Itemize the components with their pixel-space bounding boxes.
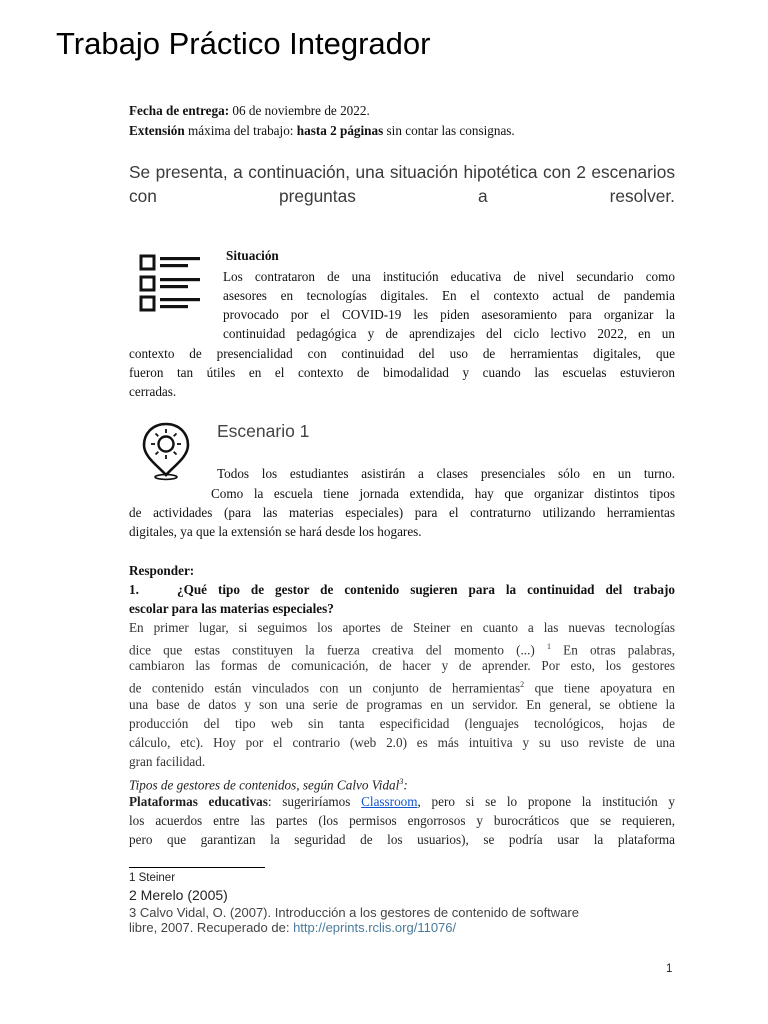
answer-line: una base de datos y son una serie de programas en un servidor. En general, se obtiene la [129, 697, 675, 712]
situacion-line: Los contrataron de una institución educativa de nivel secundario como [223, 269, 675, 284]
footnote-1: 1 Steiner [129, 872, 176, 884]
question-line: ¿Qué tipo de gestor de contenido sugieren para la continuidad del trabajo [177, 582, 675, 597]
plataformas-label: Plataformas educativas [129, 794, 268, 809]
tipos-tail: : [403, 777, 408, 793]
due-date-value: 06 de noviembre de 2022. [229, 103, 370, 118]
checklist-icon [132, 250, 206, 324]
classroom-link[interactable]: Classroom [361, 794, 418, 809]
plataformas-text: : sugeriríamos [267, 794, 362, 809]
question-line: escolar para las materias especiales? [129, 601, 334, 616]
situacion-heading: Situación [226, 248, 279, 263]
situacion-line: asesores en tecnologías digitales. En el contexto actual de pandemia [223, 288, 675, 303]
footnote-url-link[interactable]: http://eprints.rclis.org/11076/ [293, 920, 457, 935]
answer-text: que tiene apoyatura en [524, 680, 676, 696]
due-date-line [129, 103, 370, 119]
extension-limit: hasta 2 páginas [296, 123, 384, 138]
footnote-3-cont [129, 920, 456, 935]
situacion-line: fueron tan útiles en el contexto de bimodalidad y cuando las escuelas estuvieron [129, 365, 675, 380]
answer-text: En otras palabras, [550, 642, 676, 658]
footnote-ref[interactable]: 2 [520, 680, 525, 689]
plataformas-line: pero que garantizan la seguridad de los usuarios), se podría usar la plataforma [129, 832, 675, 847]
escenario-title: Escenario 1 [217, 421, 310, 441]
escenario-line: digitales, ya que la extensión se hará desde los hogares. [129, 524, 422, 539]
extension-tail: sin contar las consignas. [383, 123, 515, 138]
due-date-label: Fecha de entrega: [129, 103, 230, 118]
answer-line: cambiaron las formas de comunicación, de hacer y de aprender. Por esto, los gestores [129, 658, 675, 673]
answer-line: gran facilidad. [129, 754, 206, 769]
extension-line [129, 123, 515, 139]
footnote-ref[interactable]: 3 [399, 777, 404, 786]
document-title: Trabajo Práctico Integrador [56, 26, 431, 61]
escenario-line: Todos los estudiantes asistirán a clases presenciales sólo en un turno. [217, 466, 675, 481]
answer-line: En primer lugar, si seguimos los aportes de Steiner en cuanto a las nuevas tecnologías [129, 620, 675, 635]
page-number: 1 [666, 963, 673, 975]
answer-line: producción del tipo web sin tanta especificidad (lenguajes tecnológicos, hojas de [129, 716, 675, 731]
answer-text: de contenido están vinculados con un conjunto de herramientas [129, 680, 521, 696]
escenario-line: de actividades (para las materias especiales) para el contraturno utilizando herramientas [129, 505, 675, 520]
situacion-line: cerradas. [129, 384, 177, 399]
plataformas-line [129, 792, 675, 811]
footnote-separator [129, 867, 265, 868]
answer-text: dice que estas constituyen la fuerza creativa del momento (...) [129, 642, 547, 658]
situacion-line: contexto de presencialidad con continuidad del uso de herramientas digitales, que [129, 346, 675, 361]
footnote-3-text: libre, 2007. Recuperado de: [129, 920, 294, 935]
location-pin-icon [136, 420, 196, 482]
answer-line: cálculo, etc). Hoy por el contrario (web 2.0) es más intuitiva y su uso reviste de una [129, 735, 675, 750]
escenario-line: Como la escuela tiene jornada extendida, hay que organizar distintos tipos [211, 486, 675, 501]
intro-paragraph: Se presenta, a continuación, una situación hipotética con 2 escenarios con preguntas a resolver. [129, 162, 675, 206]
plataformas-text: , pero si se lo propone la institución y [417, 794, 675, 809]
situacion-line: provocado por el COVID-19 les piden asesoramiento para organizar la [223, 307, 675, 322]
tipos-text: Tipos de gestores de contenidos, según Calvo Vidal [129, 777, 400, 793]
footnote-3: 3 Calvo Vidal, O. (2007). Introducción a los gestores de contenido de software [129, 905, 579, 920]
plataformas-line: los acuerdos entre las partes (los permisos engorrosos y burocráticos que se requieren, [129, 813, 675, 828]
question-number: 1. [129, 582, 139, 597]
extension-label: Extensión [129, 123, 185, 138]
footnote-ref[interactable]: 1 [546, 642, 551, 651]
footnote-2: 2 Merelo (2005) [129, 887, 228, 903]
responder-label: Responder: [129, 563, 195, 578]
situacion-line: continuidad pedagógica y de aprendizajes del ciclo lectivo 2022, en un [223, 326, 675, 341]
extension-mid: máxima del trabajo: [184, 123, 297, 138]
